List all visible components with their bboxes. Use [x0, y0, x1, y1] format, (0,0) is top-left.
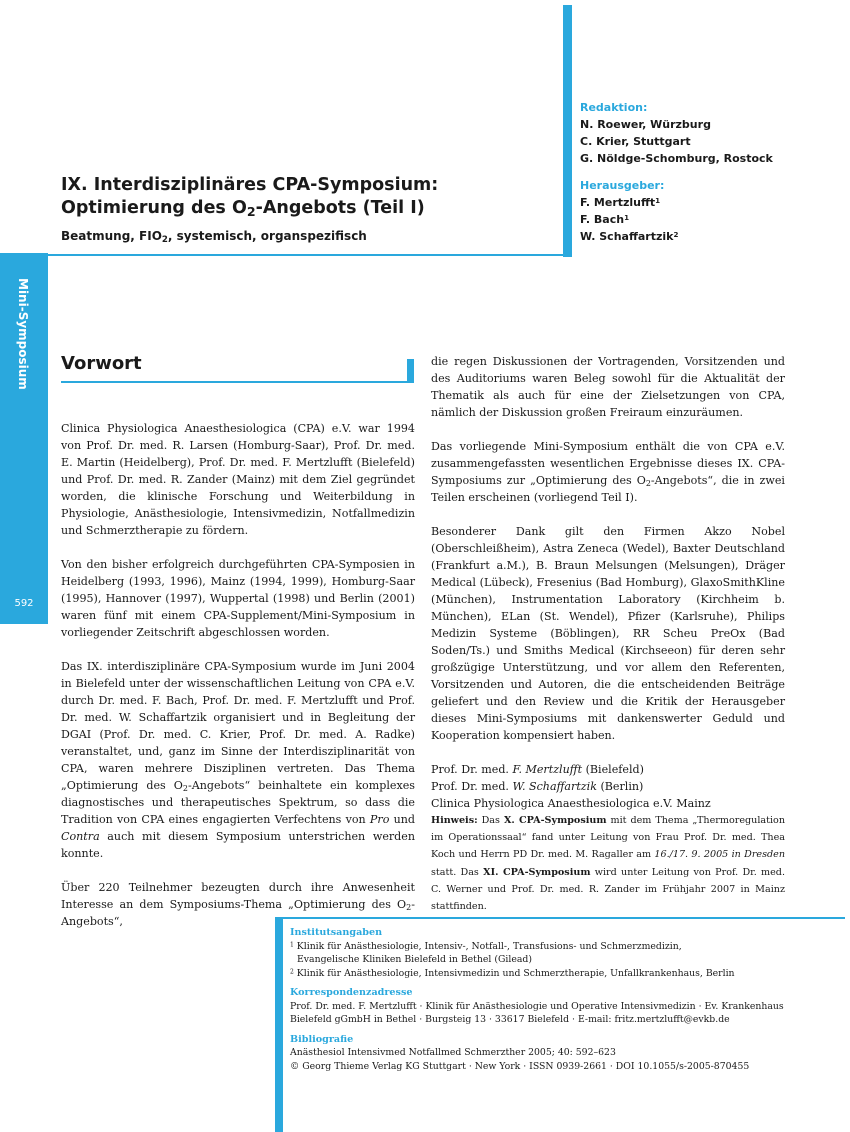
- header-rule: [0, 254, 565, 256]
- redaktion-name: N. Roewer, Würzburg: [580, 118, 711, 131]
- institut-line: $^1$ Klinik für Anästhesiologie, Intensiv-, Notfall-, Transfusions- und Schmerzmedizin,: [290, 940, 682, 952]
- redaktion-name: G. Nöldge-Schomburg, Rostock: [580, 152, 773, 165]
- herausgeber-name: F. Mertzlufft$^1$: [580, 195, 661, 209]
- signature-line: Clinica Physiologica Anaesthesiologica e.V. Mainz: [431, 797, 711, 810]
- body-paragraph: Das IX. interdisziplinäre CPA-Symposium wurde im Juni 2004 in Bielefeld unter der wissenschaftlichen Leitung von CPA e.V. durch Dr. med. F. Bach, Prof. Dr. med. F. Mertzlufft und Prof. Dr. med. W. Schaffartzik organisiert und in Begleitung der DGAI (Prof. Dr. med. C. Krier, Prof. Dr. med. A. Radke) veranstaltet, und, ganz im Sinne der Interdisziplinarität von CPA, waren mehrere Disziplinen vertreten. Das Thema „Optimierung des $O_2-Angebots“$ beinhaltete ein komplexes diagnostisches und therapeutisches Spektrum, so dass die Tradition von CPA eines engagierten Verfechtens von Pro und Contra auch mit diesem Symposium unterstrichen werden konnte.: [61, 660, 415, 860]
- korrespondenz-line: Bielefeld gGmbH in Bethel · Burgsteig 13 · 33617 Bielefeld · E-mail: fritz.mertzlufft@evkb.de: [290, 1014, 730, 1025]
- body-paragraph: Über 220 Teilnehmer bezeugten durch ihre Anwesenheit Interesse an dem Symposiums-Thema „Optimierung des $O_2-Angebots“$,: [61, 881, 415, 928]
- editors-block: [580, 99, 842, 245]
- vorwort-heading: Vorwort: [61, 353, 142, 374]
- hinweis-note: Hinweis: Das X. CPA-Symposium mit dem Thema „Thermoregulation im Operationssaal“ fand unter Leitung von Frau Prof. Dr. med. Thea Koch und Herrn PD Dr. med. M. Ragaller am 16./17. 9. 2005 in Dresden statt. Das XI. CPA-Symposium wird unter Leitung von Prof. Dr. med. C. Werner und Prof. Dr. med. R. Zander im Frühjahr 2007 in Mainz stattfinden.: [431, 815, 786, 913]
- institut-label: Institutsangaben: [290, 927, 383, 938]
- body-column-left: [61, 420, 415, 947]
- bibliografie-line: © Georg Thieme Verlag KG Stuttgart · New York · ISSN 0939-2661 · DOI 10.1055/s-2005-870455: [290, 1060, 750, 1072]
- redaktion-name: C. Krier, Stuttgart: [580, 135, 691, 148]
- herausgeber-name: F. Bach$^1$: [580, 212, 630, 226]
- article-title-block: [61, 174, 556, 245]
- herausgeber-label: Herausgeber:: [580, 179, 665, 192]
- footer-accent-bar: [275, 917, 283, 1132]
- body-paragraph: die regen Diskussionen der Vortragenden, Vorsitzenden und des Auditoriums waren Beleg sowohl für die Aktualität der Thematik als auch für eine der Zielsetzungen von CPA, nämlich der Diskussion großen Freiraum einzuräumen.: [431, 355, 785, 419]
- footer-info-box: [290, 926, 840, 1073]
- body-paragraph: Von den bisher erfolgreich durchgeführten CPA-Symposien in Heidelberg (1993, 1996), Mainz (1994, 1999), Homburg-Saar (1995), Hannover (1997), Wuppertal (1998) und Berlin (2001) waren fünf mit einem CPA-Supplement/Mini-Symposium in vorliegender Zeitschrift abgeschlossen worden.: [61, 558, 415, 639]
- signature-line: Prof. Dr. med. W. Schaffartzik (Berlin): [431, 780, 644, 793]
- article-title-line-2: Optimierung des $O_2$-Angebots (Teil I): [61, 198, 425, 220]
- body-paragraph: Das vorliegende Mini-Symposium enthält die von CPA e.V. zusammengefassten wesentlichen Ergebnisse dieses IX. CPA-Symposiums zur „Optimierung des $O_2-Angebots“$, die in zwei Teilen erscheinen (vorliegend Teil I).: [431, 440, 785, 504]
- vorwort-accent-box: [407, 359, 414, 383]
- korrespondenz-label: Korrespondenzadresse: [290, 987, 413, 998]
- bibliografie-line: Anästhesiol Intensivmed Notfallmed Schmerzther 2005; 40: 592–623: [290, 1047, 616, 1058]
- signature-line: Prof. Dr. med. F. Mertzlufft (Bielefeld): [431, 763, 644, 776]
- bibliografie-label: Bibliografie: [290, 1033, 354, 1045]
- section-label: Mini-Symposium: [16, 278, 30, 390]
- vorwort-rule: [61, 381, 409, 383]
- article-title-line-1: IX. Interdisziplinäres CPA-Symposium:: [61, 175, 439, 195]
- body-paragraph: Besonderer Dank gilt den Firmen Akzo Nobel (Oberschleißheim), Astra Zeneca (Wedel), Baxter Deutschland (Frankfurt a.M.), B. Braun Melsungen (Melsungen), Dräger Medical (Lübeck), Fresenius (Bad Homburg), GlaxoSmithKline (München), Instrumentation Laboratory (Kirchheim b. München), ELan (St. Wendel), Pfizer (Karlsruhe), Philips Medizin Systeme (Böblingen), RR Scheu PreOx (Bad Soden/Ts.) und Smiths Medical (Kirchseeon) für deren sehr großzügige Unterstützung, und vor allem den Referenten, Vorsitzenden und Autoren, die die entscheidenden Beiträge geliefert und den Review und die Kritik der Herausgeber dieses Mini-Symposiums mit dankenswerter Geduld und Kooperation kompensiert haben.: [431, 525, 785, 742]
- institut-line: $^2$ Klinik für Anästhesiologie, Intensivmedizin und Schmerztherapie, Unfallkrankenhaus, Berlin: [290, 967, 735, 979]
- herausgeber-name: W. Schaffartzik$^2$: [580, 229, 679, 243]
- page-number: 592: [14, 598, 34, 609]
- header-accent-bar: [563, 5, 572, 257]
- body-paragraph: Clinica Physiologica Anaesthesiologica (CPA) e.V. war 1994 von Prof. Dr. med. R. Larsen (Homburg-Saar), Prof. Dr. med. E. Martin (Heidelberg), Prof. Dr. med. F. Mertzlufft (Bielefeld) und Prof. Dr. med. R. Zander (Mainz) mit dem Ziel gegründet worden, die klinische Forschung und Weiterbildung in Physiologie, Anästhesiologie, Intensivmedizin, Notfallmedizin und Schmerztherapie zu fördern.: [61, 422, 415, 537]
- korrespondenz-line: Prof. Dr. med. F. Mertzlufft · Klinik für Anästhesiologie und Operative Intensivmedizin · Ev. Krankenhaus: [290, 1000, 784, 1012]
- article-subtitle: Beatmung, $FIO_2$, systemisch, organspezifisch: [61, 229, 367, 246]
- footer-rule: [275, 917, 845, 919]
- redaktion-label: Redaktion:: [580, 101, 648, 114]
- body-column-right: [431, 353, 785, 812]
- institut-line: Evangelische Kliniken Bielefeld in Bethel (Gilead): [297, 954, 532, 965]
